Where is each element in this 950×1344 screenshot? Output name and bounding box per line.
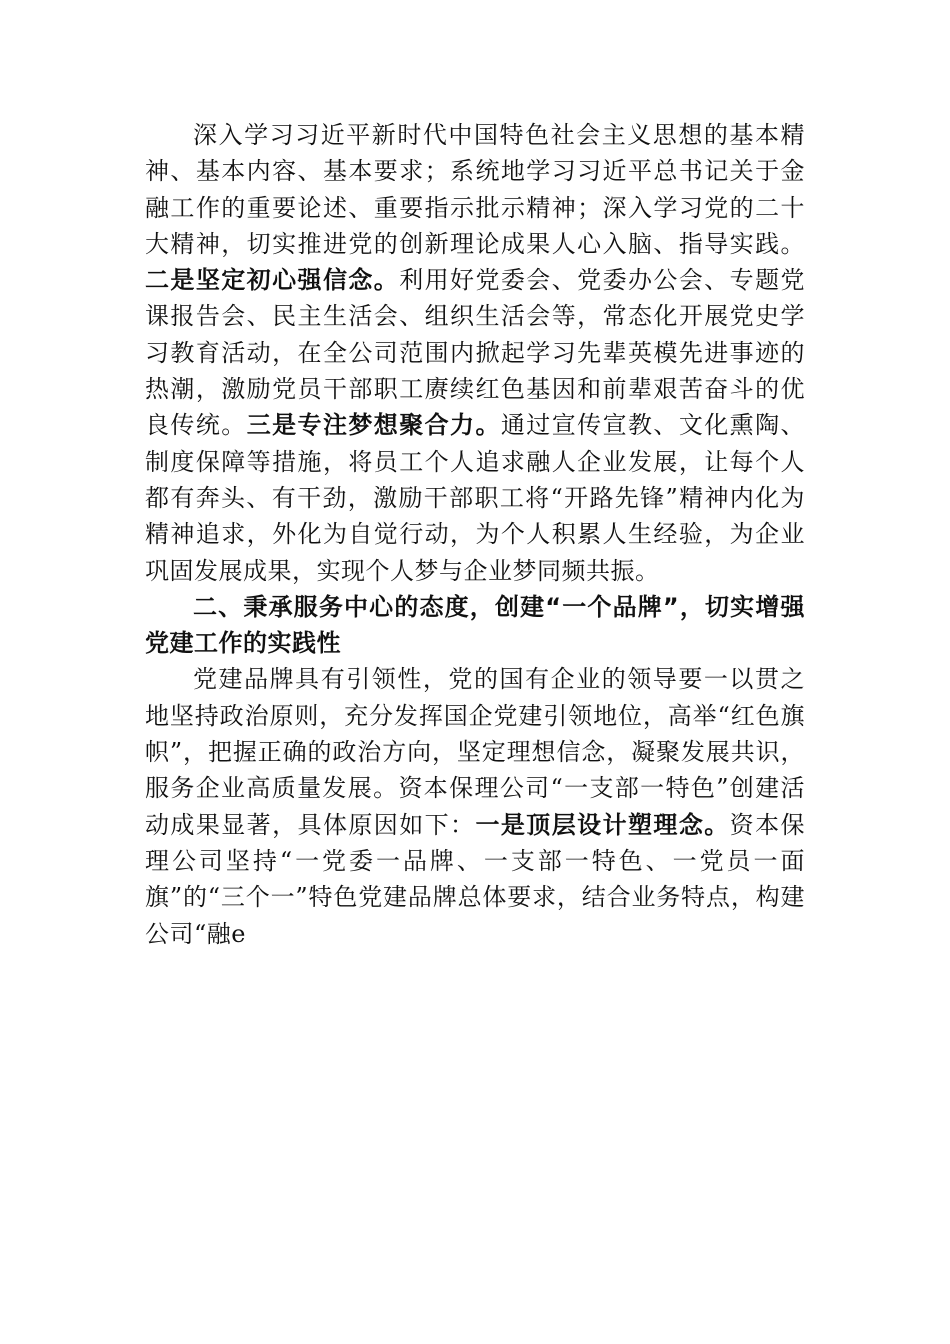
section-heading: 二、秉承服务中心的态度，创建“一个品牌”，切实增强党建工作的实践性 (145, 592, 805, 658)
document-body (145, 117, 805, 952)
paragraph-1-bold-b: 二是坚定初心强信念。 (145, 266, 400, 295)
paragraph-2-text-a: 党建品牌具有引领性，党的国有企业的领导要一以贯之地坚持政治原则，充分发挥国企党建引领地位，高举“红色旗帜”，把握正确的政治方向，坚定理想信念，凝聚发展共识，服务企业高质量发展。资本保理公司“一支部一特色”创建活动成果显著，具体原因如下： (145, 665, 805, 839)
paragraph-1-text-c: 利用好党委会、党委办公会、专题党课报告会、民主生活会、组织生活会等，常态化开展党史学习教育活动，在全公司范围内掀起学习先辈英模先进事迹的热潮，激励党员干部职工赓续红色基因和前辈艰苦奋斗的优良传统。 (145, 266, 806, 440)
paragraph-2 (145, 661, 805, 951)
paragraph-1 (145, 117, 805, 589)
paragraph-2-bold-b: 一是顶层设计塑理念。 (475, 810, 730, 839)
paragraph-1-bold-d: 三是专注梦想聚合力。 (246, 411, 501, 440)
paragraph-1-text-e: 通过宣传宣教、文化熏陶、制度保障等措施，将员工个人追求融人企业发展，让每个人都有奔头、有干劲，激励干部职工将“开路先锋”精神内化为精神追求，外化为自觉行动，为个人积累人生经验，为企业巩固发展成果，实现个人梦与企业梦同频共振。 (145, 411, 806, 585)
paragraph-2-text-c: 资本保理公司坚持“一党委一品牌、一支部一特色、一党员一面旗”的“三个一”特色党建品牌总体要求，结合业务特点，构建公司“融e (145, 810, 806, 948)
paragraph-1-text-a: 深入学习习近平新时代中国特色社会主义思想的基本精神、基本内容、基本要求；系统地学习习近平总书记关于金融工作的重要论述、重要指示批示精神；深入学习党的二十大精神，切实推进党的创新理论成果人心入脑、指导实践。 (145, 121, 805, 258)
